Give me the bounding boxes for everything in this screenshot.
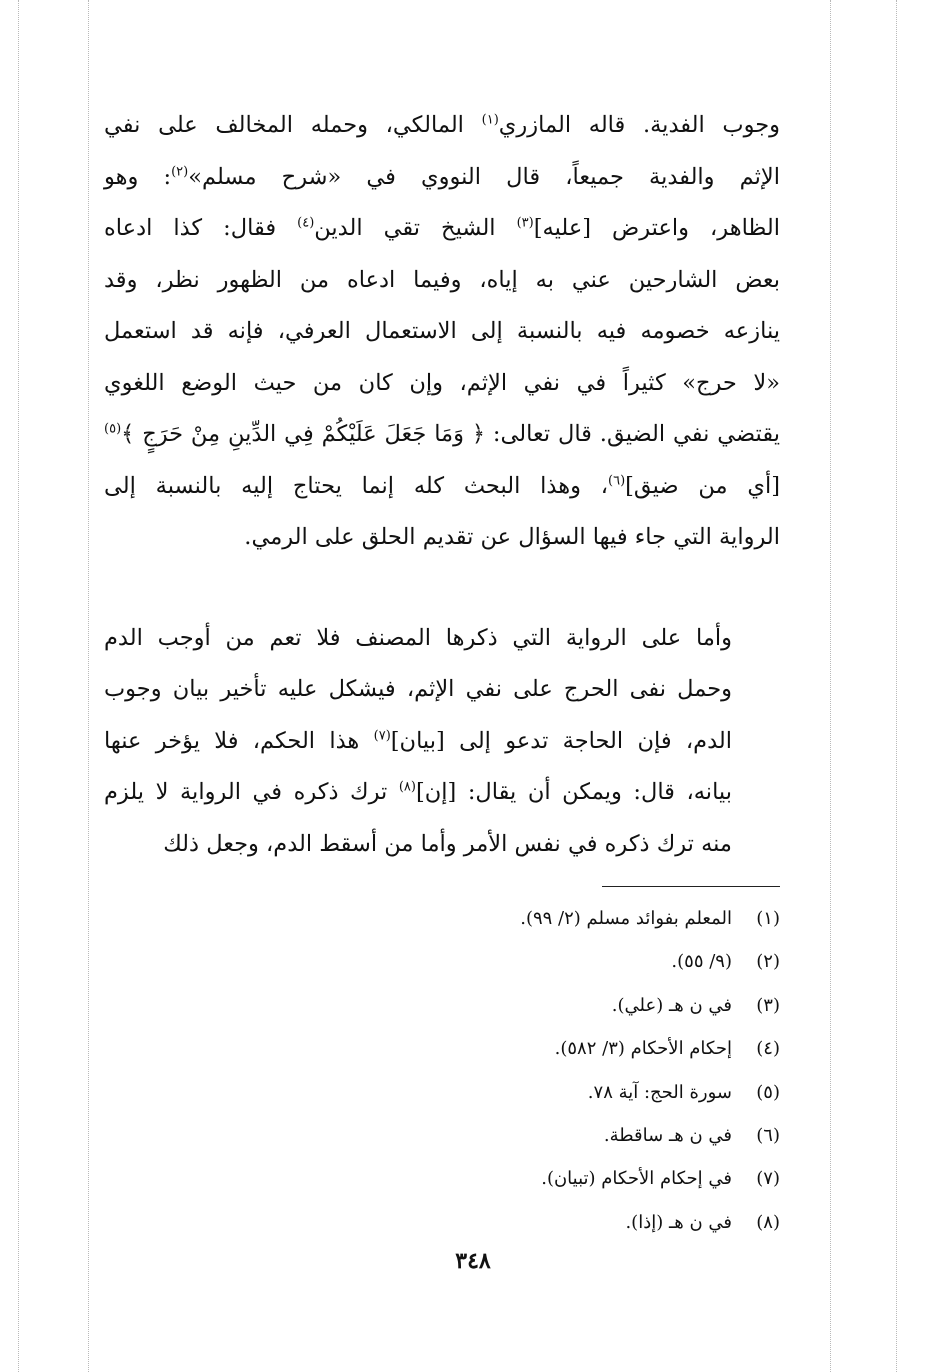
footnote-number: (٦) — [756, 1124, 780, 1146]
footnote-number: (٣) — [756, 994, 780, 1016]
text-run: ترك ذكره في الرواية لا يلزم — [104, 779, 399, 805]
text-run: وأما على الرواية التي ذكرها المصنف فلا تعم من أوجب الدم — [104, 624, 732, 651]
text-line — [104, 461, 780, 513]
footnote — [104, 1114, 780, 1157]
footnote-marker: (٨) — [398, 779, 416, 795]
footnote — [104, 1027, 780, 1070]
margin-guide-right-outer — [896, 0, 897, 1372]
text-run: بيانه، قال: ويمكن أن يقال: [إن] — [415, 779, 732, 805]
footnote-separator — [602, 886, 780, 887]
text-run: الدم، فإن الحاجة تدعو إلى [بيان] — [390, 727, 733, 754]
text-line — [104, 767, 780, 819]
text-run: الشيخ تقي الدين — [314, 215, 517, 241]
footnote-marker: (١) — [481, 112, 499, 128]
main-text — [104, 100, 780, 870]
text-line — [104, 203, 780, 255]
margin-guide-right-inner — [830, 0, 831, 1372]
text-line — [104, 152, 780, 204]
text-run: هذا الحكم، فلا يؤخر عنها — [104, 727, 374, 754]
text-run: فقال: كذا ادعاه — [104, 215, 298, 241]
text-run: : وهو — [104, 163, 172, 190]
footnote-number: (١) — [756, 908, 780, 929]
footnote-text: المعلم بفوائد مسلم (٢/ ٩٩). — [520, 908, 732, 929]
footnote-text: إحكام الأحكام (٣/ ٥٨٢). — [554, 1038, 732, 1060]
text-line — [104, 358, 780, 410]
footnote-marker: (٦) — [608, 473, 626, 488]
margin-guide-left-outer — [18, 0, 19, 1372]
text-line — [104, 664, 780, 716]
text-line — [104, 306, 780, 358]
footnote-number: (٧) — [756, 1168, 780, 1190]
paragraph — [104, 613, 780, 871]
footnote-marker: (٣) — [516, 215, 534, 231]
footnote — [104, 897, 780, 940]
footnote — [104, 984, 780, 1027]
text-run: وحمل نفى الحرج على نفي الإثم، فيشكل عليه تأخير بيان وجوب — [104, 676, 732, 702]
footnote-text: (٩/ ٥٥). — [671, 951, 732, 973]
footnote-number: (٤) — [756, 1038, 780, 1060]
footnote-marker: (٤) — [297, 215, 315, 231]
footnote-number: (٥) — [756, 1081, 780, 1103]
text-line — [104, 716, 780, 768]
text-run: الرواية التي جاء فيها السؤال عن تقديم الحلق على الرمي. — [244, 524, 780, 550]
page-body — [104, 100, 780, 1262]
footnote-text: في ن هـ (إذا). — [625, 1211, 732, 1233]
footnote-text: في ن هـ ساقطة. — [603, 1124, 732, 1146]
text-run: الظاهر، واعترض [عليه] — [533, 215, 780, 241]
text-run: يقتضي نفي الضيق. قال تعالى: ﴿ وَمَا جَعَلَ عَلَيْكُمْ فِي الدِّينِ مِنْ حَرَجٍ ﴾ — [121, 421, 780, 447]
margin-guide-left-inner — [88, 0, 89, 1372]
text-line — [104, 100, 780, 152]
text-run: ينازعه خصومه فيه بالنسبة إلى الاستعمال العرفي، فإنه قد استعمل — [104, 318, 780, 344]
text-run: «لا حرج» كثيراً في نفي الإثم، وإن كان من حيث الوضع اللغوي — [104, 369, 780, 396]
footnote-number: (٢) — [756, 951, 780, 973]
footnote-marker: (٥) — [104, 421, 122, 437]
text-line — [104, 409, 780, 461]
footnote-text: في إحكام الأحكام (تبيان). — [541, 1168, 732, 1190]
text-run: وجوب الفدية. قاله المازري — [498, 112, 780, 138]
footnote-marker: (٧) — [373, 728, 391, 743]
footnotes-list — [104, 897, 780, 1244]
footnote — [104, 1201, 780, 1244]
footnote — [104, 1157, 780, 1200]
footnote-text: سورة الحج: آية ٧٨. — [587, 1081, 732, 1103]
text-line — [104, 255, 780, 307]
text-line — [104, 512, 780, 564]
text-line — [104, 819, 780, 871]
text-run: [أي من ضيق] — [625, 472, 780, 499]
text-run: ، وهذا البحث كله إنما يحتاج إليه بالنسبة إلى — [104, 472, 608, 499]
text-run: منه ترك ذكره في نفس الأمر وأما من أسقط الدم، وجعل ذلك — [163, 830, 732, 857]
footnote-marker: (٢) — [171, 164, 189, 179]
footnote — [104, 940, 780, 983]
footnote-number: (٨) — [756, 1211, 780, 1233]
footnote — [104, 1071, 780, 1114]
paragraph — [104, 100, 780, 564]
page-number: ٣٤٨ — [455, 1248, 491, 1274]
text-run: بعض الشارحين عني به إياه، وفيما ادعاه من الظهور نظر، وقد — [104, 266, 780, 293]
footnote-text: في ن هـ (علي). — [611, 994, 732, 1016]
text-line — [104, 613, 780, 665]
text-run: الإثم والفدية جميعاً، قال النووي في «شرح مسلم» — [188, 163, 780, 190]
text-run: المالكي، وحمله المخالف على نفي — [104, 112, 482, 138]
